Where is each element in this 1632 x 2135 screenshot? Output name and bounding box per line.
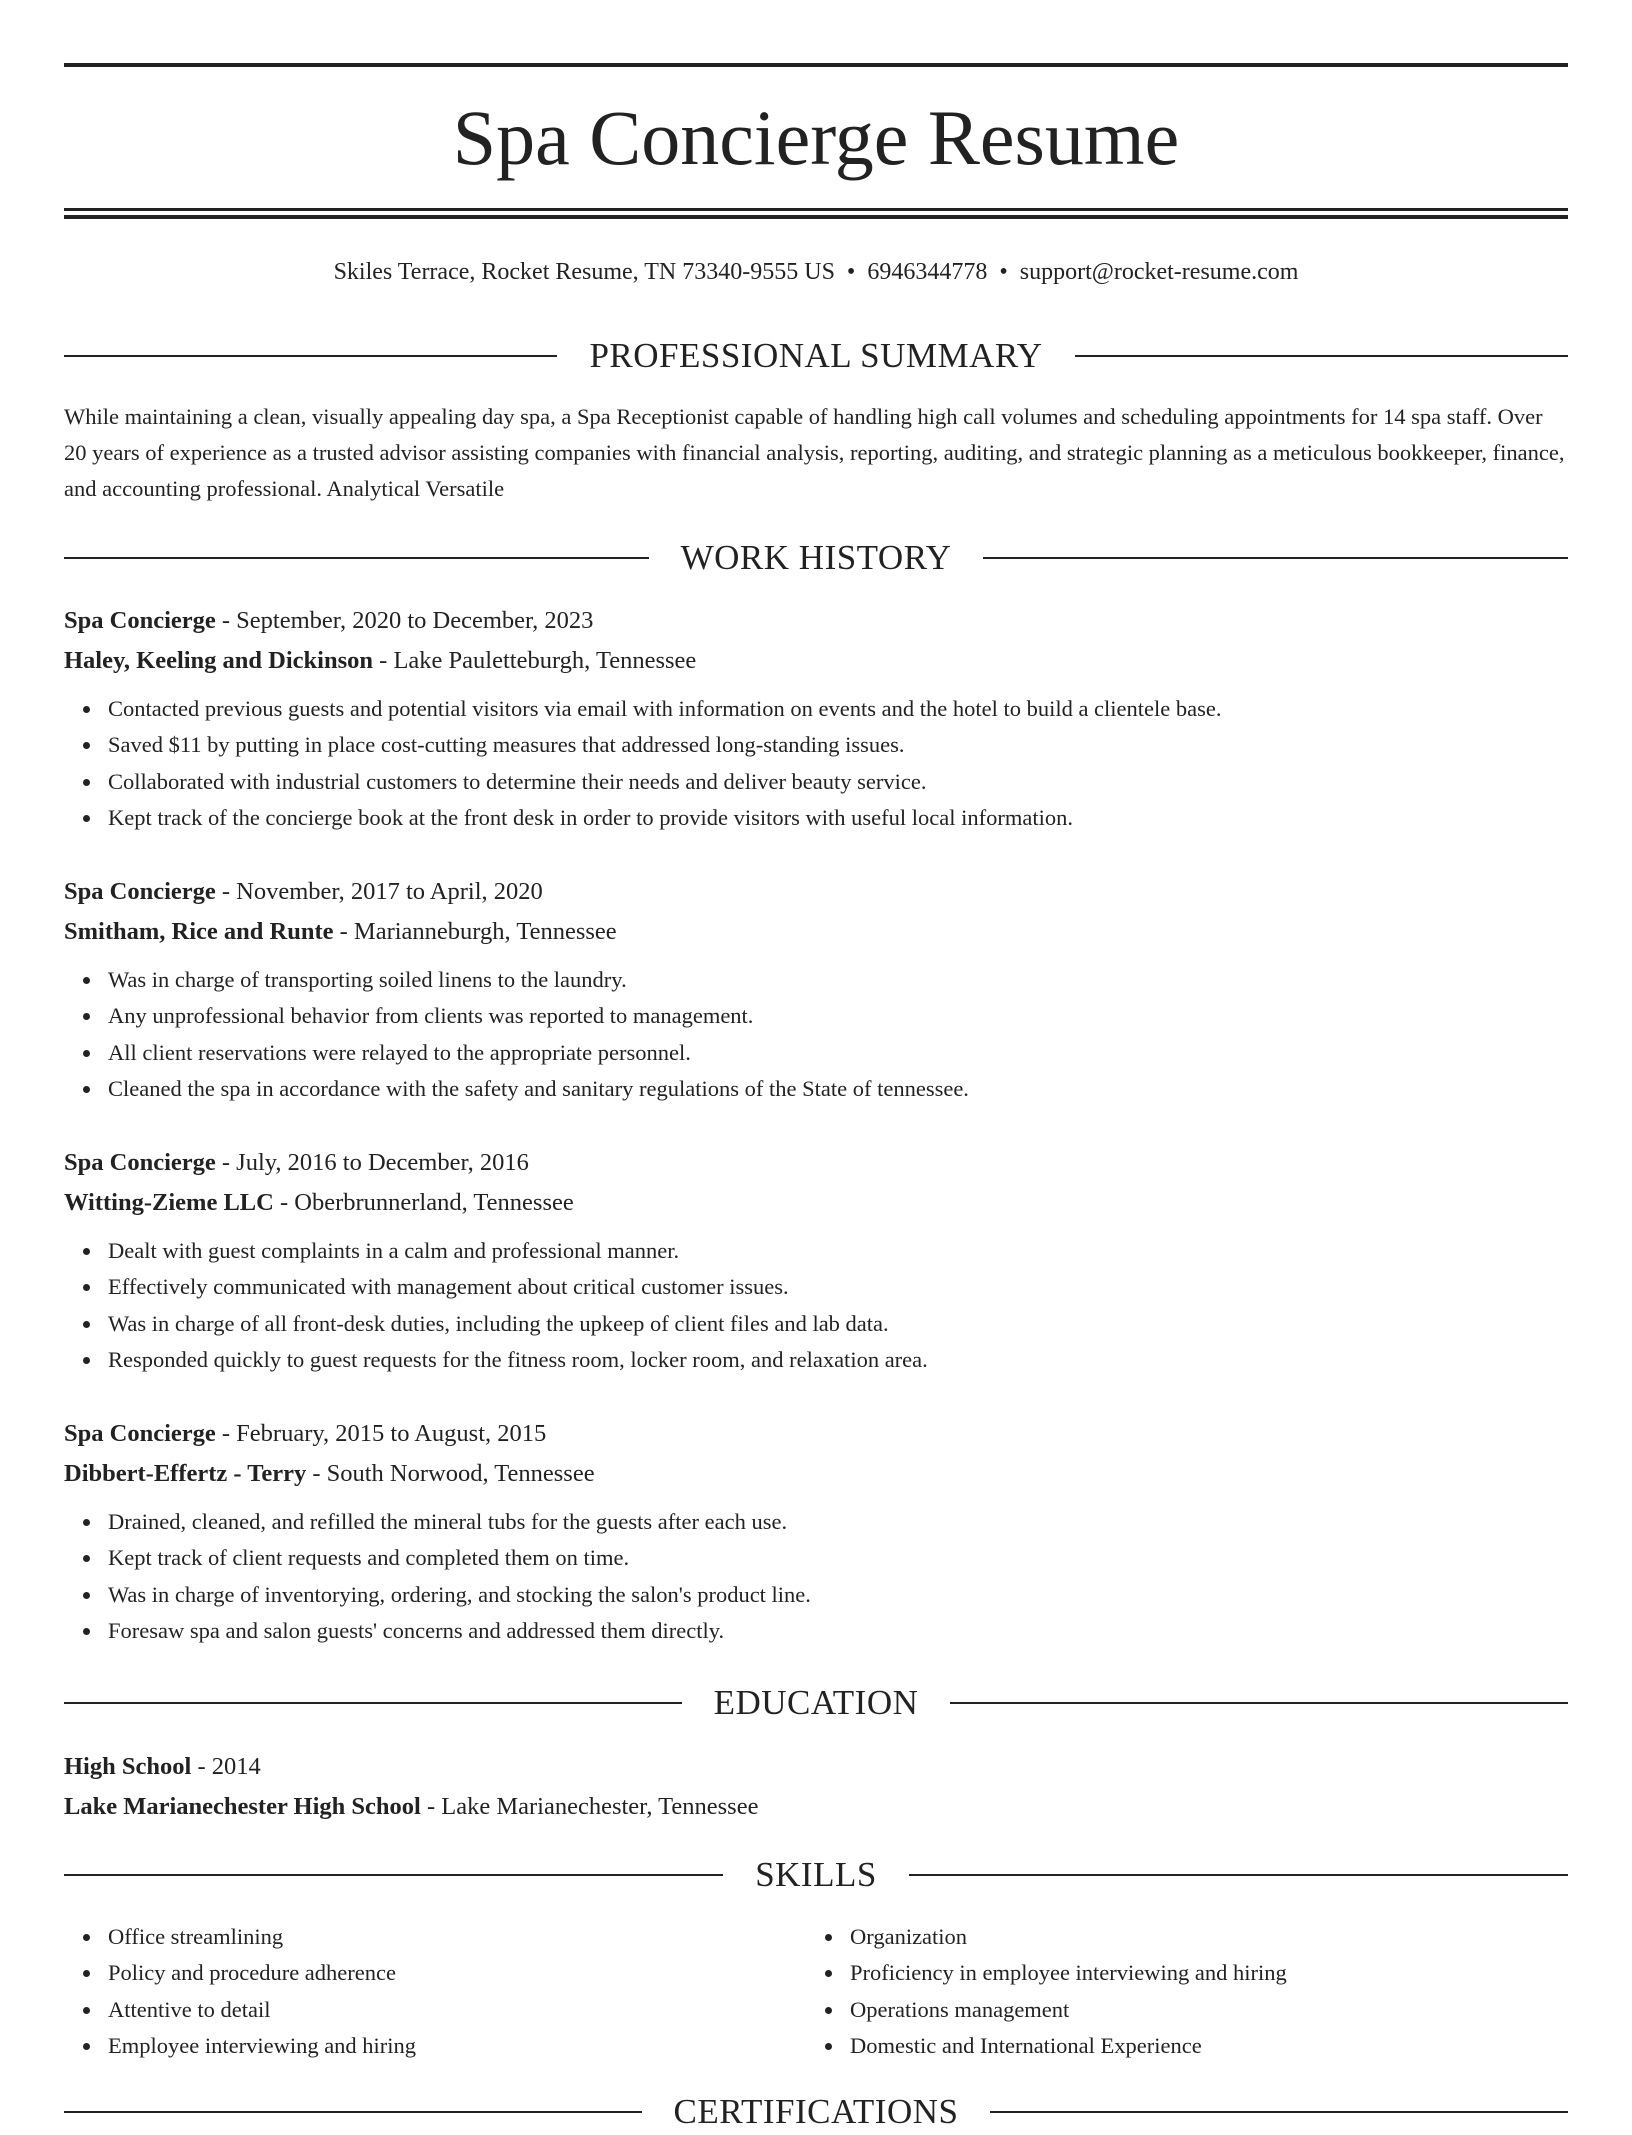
job-bullets — [64, 1504, 1568, 1649]
section-label: WORK HISTORY — [680, 538, 952, 577]
education-school-line — [64, 1787, 1568, 1827]
contact-email: support@rocket-resume.com — [1019, 259, 1299, 285]
list-item: Effectively communicated with management about critical customer issues. — [108, 1269, 1568, 1305]
skills-column-left — [64, 1919, 806, 2064]
job-location: - South Norwood, Tennessee — [306, 1460, 595, 1487]
contact-separator: • — [999, 259, 1008, 285]
list-item: All client reservations were relayed to the appropriate personnel. — [108, 1035, 1568, 1071]
heading-rule — [909, 1874, 1568, 1876]
list-item: Dealt with guest complaints in a calm and professional manner. — [108, 1233, 1568, 1269]
job-company: Smitham, Rice and Runte — [64, 918, 334, 945]
list-item: Proficiency in employee interviewing and hiring — [850, 1955, 1548, 1991]
heading-rule — [64, 355, 557, 357]
contact-phone: 6946344778 — [867, 259, 988, 285]
page-title: Spa Concierge Resume — [452, 94, 1180, 181]
job-dates: - September, 2020 to December, 2023 — [215, 607, 594, 634]
job-bullets — [64, 1233, 1568, 1378]
section-label: PROFESSIONAL SUMMARY — [589, 336, 1043, 375]
job-dates: - February, 2015 to August, 2015 — [215, 1420, 547, 1447]
contact-separator: • — [846, 259, 856, 285]
job-dates: - November, 2017 to April, 2020 — [215, 878, 543, 905]
list-item: Was in charge of all front-desk duties, including the upkeep of client files and lab data. — [108, 1306, 1568, 1342]
job-dates: - July, 2016 to December, 2016 — [215, 1149, 529, 1176]
job-title-line — [64, 1143, 1568, 1183]
job-entry — [64, 872, 1568, 1107]
list-item: Employee interviewing and hiring — [108, 2028, 806, 2064]
job-title-line — [64, 872, 1568, 912]
top-rule — [64, 63, 1568, 67]
job-title-line — [64, 1414, 1568, 1454]
job-title: Spa Concierge — [64, 1149, 216, 1176]
education-degree-line — [64, 1747, 1568, 1787]
heading-rule — [1075, 355, 1568, 357]
job-company-line — [64, 641, 1568, 681]
job-entry — [64, 1414, 1568, 1649]
list-item: Saved $11 by putting in place cost-cutting measures that addressed long-standing issues. — [108, 727, 1568, 763]
job-entry — [64, 601, 1568, 836]
skills-list — [64, 1919, 1568, 2064]
section-label: CERTIFICATIONS — [673, 2092, 959, 2131]
job-bullets — [64, 691, 1568, 836]
education-degree: High School — [64, 1753, 192, 1780]
job-title: Spa Concierge — [64, 878, 216, 905]
list-item: Kept track of client requests and completed them on time. — [108, 1540, 1568, 1576]
section-heading-skills — [64, 1852, 1568, 1898]
job-title-line — [64, 601, 1568, 641]
list-item: Foresaw spa and salon guests' concerns and addressed them directly. — [108, 1613, 1568, 1649]
job-title: Spa Concierge — [64, 607, 216, 634]
section-label: EDUCATION — [713, 1683, 919, 1722]
list-item: Contacted previous guests and potential visitors via email with information on events and the hotel to build a clientele base. — [108, 691, 1568, 727]
list-item: Responded quickly to guest requests for the fitness room, locker room, and relaxation area. — [108, 1342, 1568, 1378]
summary-text: While maintaining a clean, visually appealing day spa, a Spa Receptionist capable of handling high call volumes and scheduling appointments for 14 spa staff. Over 20 years of experience as a trusted advisor assisting companies with financial analysis, reporting, auditing, and strategic planning as a meticulous bookkeeper, finance, and accounting professional. Analytical Versatile — [64, 404, 1565, 501]
job-company-line — [64, 1454, 1568, 1494]
section-label: SKILLS — [755, 1855, 877, 1894]
section-heading-education — [64, 1680, 1568, 1726]
job-location: - Oberbrunnerland, Tennessee — [273, 1189, 574, 1216]
heading-rule — [64, 557, 649, 559]
heading-rule — [990, 2111, 1568, 2113]
section-heading-work — [64, 535, 1568, 581]
list-item: Drained, cleaned, and refilled the mineral tubs for the guests after each use. — [108, 1504, 1568, 1540]
job-bullets — [64, 962, 1568, 1107]
education-year: - 2014 — [191, 1753, 261, 1780]
list-item: Office streamlining — [108, 1919, 806, 1955]
contact-line — [64, 254, 1568, 290]
job-company: Witting-Zieme LLC — [64, 1189, 274, 1216]
list-item: Any unprofessional behavior from clients was reported to management. — [108, 998, 1568, 1034]
job-company: Dibbert-Effertz - Terry — [64, 1460, 307, 1487]
title-rule-lower — [64, 215, 1568, 219]
list-item: Was in charge of inventorying, ordering, and stocking the salon's product line. — [108, 1577, 1568, 1613]
heading-rule — [64, 1702, 682, 1704]
section-heading-certifications — [64, 2089, 1568, 2135]
list-item: Organization — [850, 1919, 1548, 1955]
job-company-line — [64, 912, 1568, 952]
job-entry — [64, 1143, 1568, 1378]
job-location: - Marianneburgh, Tennessee — [333, 918, 617, 945]
education-entry — [64, 1747, 1568, 1827]
heading-rule — [950, 1702, 1568, 1704]
heading-rule — [64, 2111, 642, 2113]
job-title: Spa Concierge — [64, 1420, 216, 1447]
list-item: Kept track of the concierge book at the front desk in order to provide visitors with useful local information. — [108, 800, 1568, 836]
list-item: Cleaned the spa in accordance with the safety and sanitary regulations of the State of tennessee. — [108, 1071, 1568, 1107]
education-school: Lake Marianechester High School — [64, 1793, 421, 1820]
list-item: Collaborated with industrial customers to determine their needs and deliver beauty service. — [108, 764, 1568, 800]
list-item: Policy and procedure adherence — [108, 1955, 806, 1991]
list-item: Was in charge of transporting soiled linens to the laundry. — [108, 962, 1568, 998]
section-heading-summary — [64, 333, 1568, 379]
heading-rule — [983, 557, 1568, 559]
list-item: Domestic and International Experience — [850, 2028, 1548, 2064]
job-location: - Lake Pauletteburgh, Tennessee — [373, 647, 697, 674]
education-location: - Lake Marianechester, Tennessee — [420, 1793, 759, 1820]
contact-address: Skiles Terrace, Rocket Resume, TN 73340-9555 US — [333, 259, 835, 285]
skills-column-right — [806, 1919, 1548, 2064]
job-company-line — [64, 1183, 1568, 1223]
list-item: Attentive to detail — [108, 1992, 806, 2028]
title-rule-upper — [64, 208, 1568, 211]
list-item: Operations management — [850, 1992, 1548, 2028]
heading-rule — [64, 1874, 723, 1876]
job-company: Haley, Keeling and Dickinson — [64, 647, 374, 674]
